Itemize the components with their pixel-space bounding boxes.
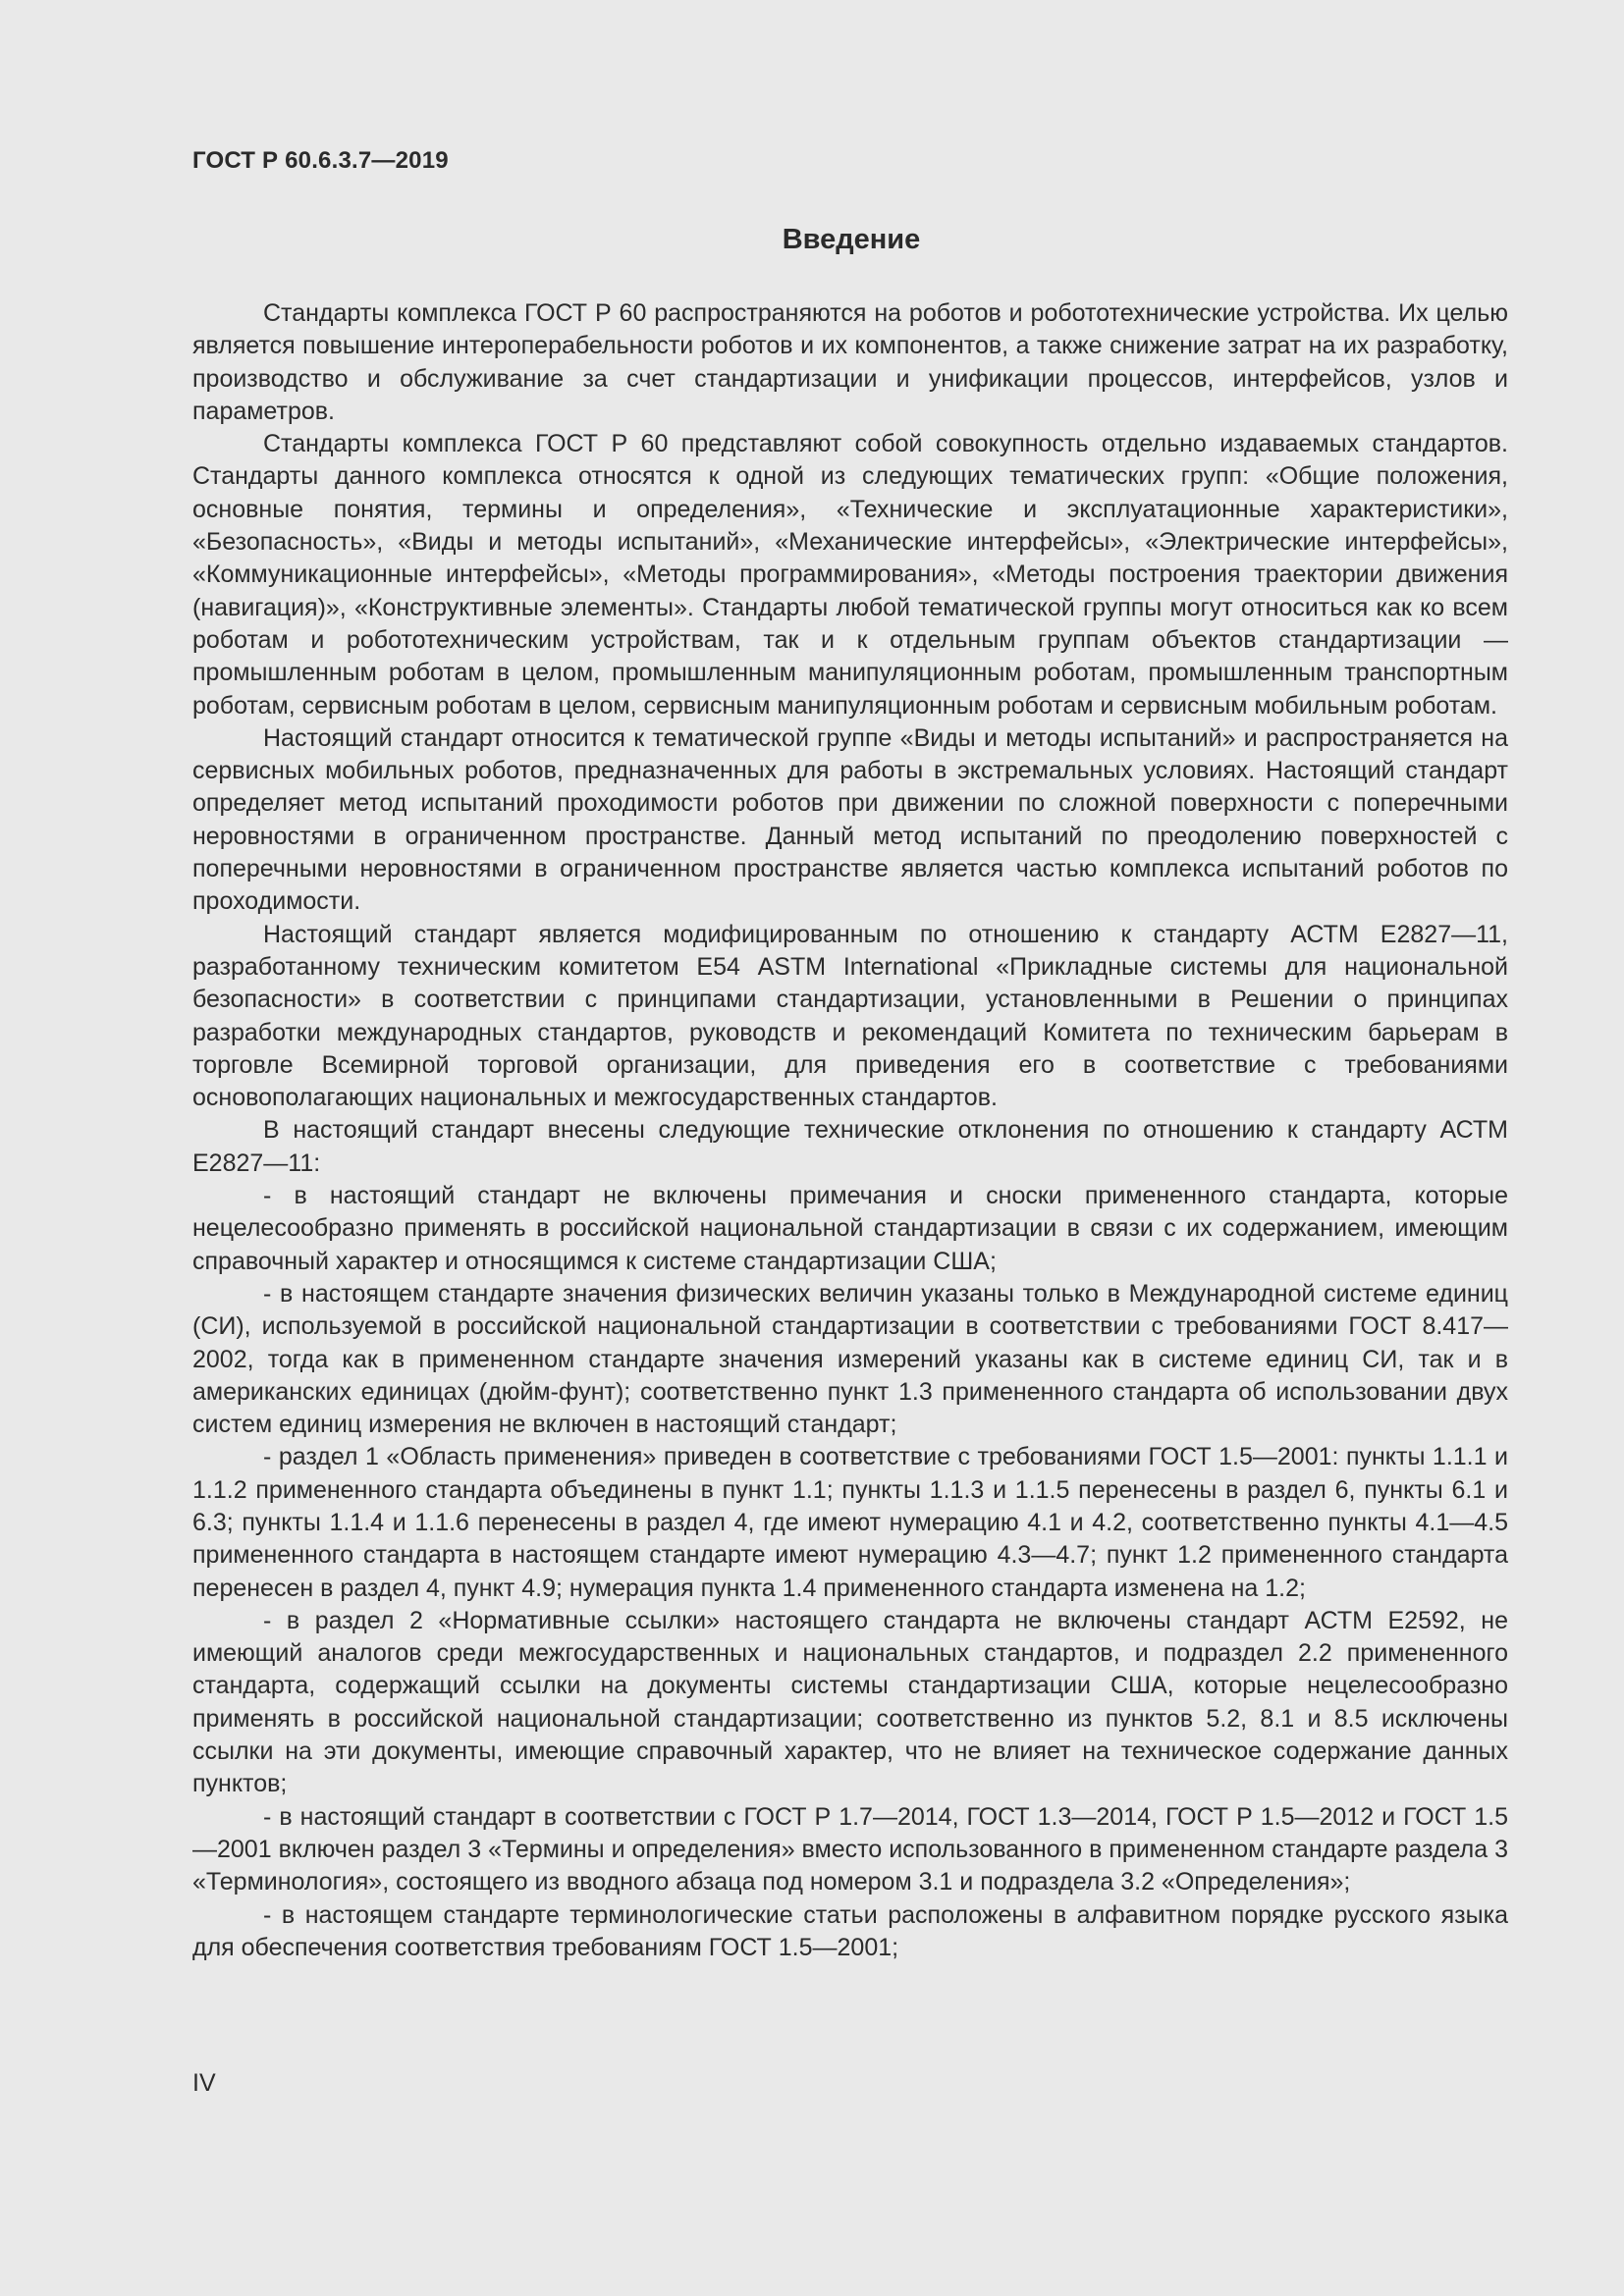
paragraph: Настоящий стандарт является модифицированным по отношению к стандарту АСТМ Е2827—11, разработанному техническим комитетом Е54 ASTM International «Прикладные системы для национальной безопасности» в соответствии с принципами стандартизации, установленными в Решении о принципах разработки международных стандартов, руководств и рекомендаций Комитета по техническим барьерам в торговле Всемирной торговой организации, для приведения его в соответствие с требованиями основополагающих национальных и межгосударственных стандартов. — [192, 920, 1508, 1112]
paragraph: Стандарты комплекса ГОСТ Р 60 распространяются на роботов и робототехнические устройства. Их целью является повышение интероперабельности роботов и их компонентов, а также снижение затрат на их разработку, производство и обслуживание за счет стандартизации и унификации процессов, интерфейсов, узлов и параметров. — [192, 299, 1508, 425]
list-item: - раздел 1 «Область применения» приведен в соответствие с требованиями ГОСТ 1.5—2001: пункты 1.1.1 и 1.1.2 примененного стандарта объединены в пункт 1.1; пункты 1.1.3 и 1.1.5 перенесены в раздел 6, пункты 6.1 и 6.3; пункты 1.1.4 и 1.1.6 перенесены в раздел 4, где имеют нумерацию 4.1 и 4.2, соответственно пункты 4.1—4.5 примененного стандарта в настоящем стандарте имеют нумерацию 4.3—4.7; пункт 1.2 примененного стандарта перенесен в раздел 4, пункт 4.9; нумерация пункта 1.4 примененного стандарта изменена на 1.2; — [192, 1443, 1508, 1602]
list-item: - в настоящий стандарт в соответствии с ГОСТ Р 1.7—2014, ГОСТ 1.3—2014, ГОСТ Р 1.5—2012 и ГОСТ 1.5—2001 включен раздел 3 «Термины и определения» вместо использованного в примененном стандарте раздела 3 «Терминология», состоящего из вводного абзаца под номером 3.1 и подраздела 3.2 «Определения»; — [192, 1802, 1508, 1896]
list-item: - в настоящий стандарт не включены примечания и сноски примененного стандарта, которые нецелесообразно применять в российской национальной стандартизации в связи с их содержанием, имеющим справочный характер и относящимся к системе стандартизации США; — [192, 1182, 1508, 1275]
paragraph: В настоящий стандарт внесены следующие технические отклонения по отношению к стандарту АСТМ Е2827—11: — [192, 1116, 1508, 1177]
paragraph: Стандарты комплекса ГОСТ Р 60 представляют собой совокупность отдельно издаваемых стандартов. Стандарты данного комплекса относятся к одной из следующих тематических групп: «Общие положения, основные понятия, термины и определения», «Технические и эксплуатационные характеристики», «Безопасность», «Виды и методы испытаний», «Механические интерфейсы», «Электрические интерфейсы», «Коммуникационные интерфейсы», «Методы программирования», «Методы построения траектории движения (навигация)», «Конструктивные элементы». Стандарты любой тематической группы могут относиться как ко всем роботам и робототехническим устройствам, так и к отдельным группам объектов стандартизации — промышленным роботам в целом, промышленным манипуляционным роботам, промышленным транспортным роботам, сервисным роботам в целом, сервисным манипуляционным роботам и сервисным мобильным роботам. — [192, 430, 1508, 720]
paragraph: Настоящий стандарт относится к тематической группе «Виды и методы испытаний» и распространяется на сервисных мобильных роботов, предназначенных для работы в экстремальных условиях. Настоящий стандарт определяет метод испытаний проходимости роботов при движении по сложной поверхности с поперечными неровностями в ограниченном пространстве. Данный метод испытаний по преодолению поверхностей с поперечными неровностями в ограниченном пространстве является частью комплекса испытаний роботов по проходимости. — [192, 723, 1508, 916]
document-code: ГОСТ Р 60.6.3.7—2019 — [192, 147, 449, 174]
list-item: - в раздел 2 «Нормативные ссылки» настоящего стандарта не включены стандарт АСТМ Е2592, не имеющий аналогов среди межгосударственных и национальных стандартов, и подраздел 2.2 примененного стандарта, содержащий ссылки на документы системы стандартизации США, которые нецелесообразно применять в российской национальной стандартизации; соответственно из пунктов 5.2, 8.1 и 8.5 исключены ссылки на эти документы, имеющие справочный характер, что не влияет на техническое содержание данных пунктов; — [192, 1606, 1508, 1798]
page-number: IV — [192, 2069, 216, 2097]
document-body — [192, 297, 1508, 1964]
section-title: Введение — [782, 224, 921, 255]
list-item: - в настоящем стандарте значения физических величин указаны только в Международной системе единиц (СИ), используемой в российской национальной стандартизации в соответствии с требованиями ГОСТ 8.417—2002, тогда как в примененном стандарте значения измерений указаны как в системе единиц СИ, так и в американских единицах (дюйм-фунт); соответственно пункт 1.3 примененного стандарта об использовании двух систем единиц измерения не включен в настоящий стандарт; — [192, 1279, 1508, 1439]
list-item: - в настоящем стандарте терминологические статьи расположены в алфавитном порядке русского языка для обеспечения соответствия требованиям ГОСТ 1.5—2001; — [192, 1900, 1508, 1961]
